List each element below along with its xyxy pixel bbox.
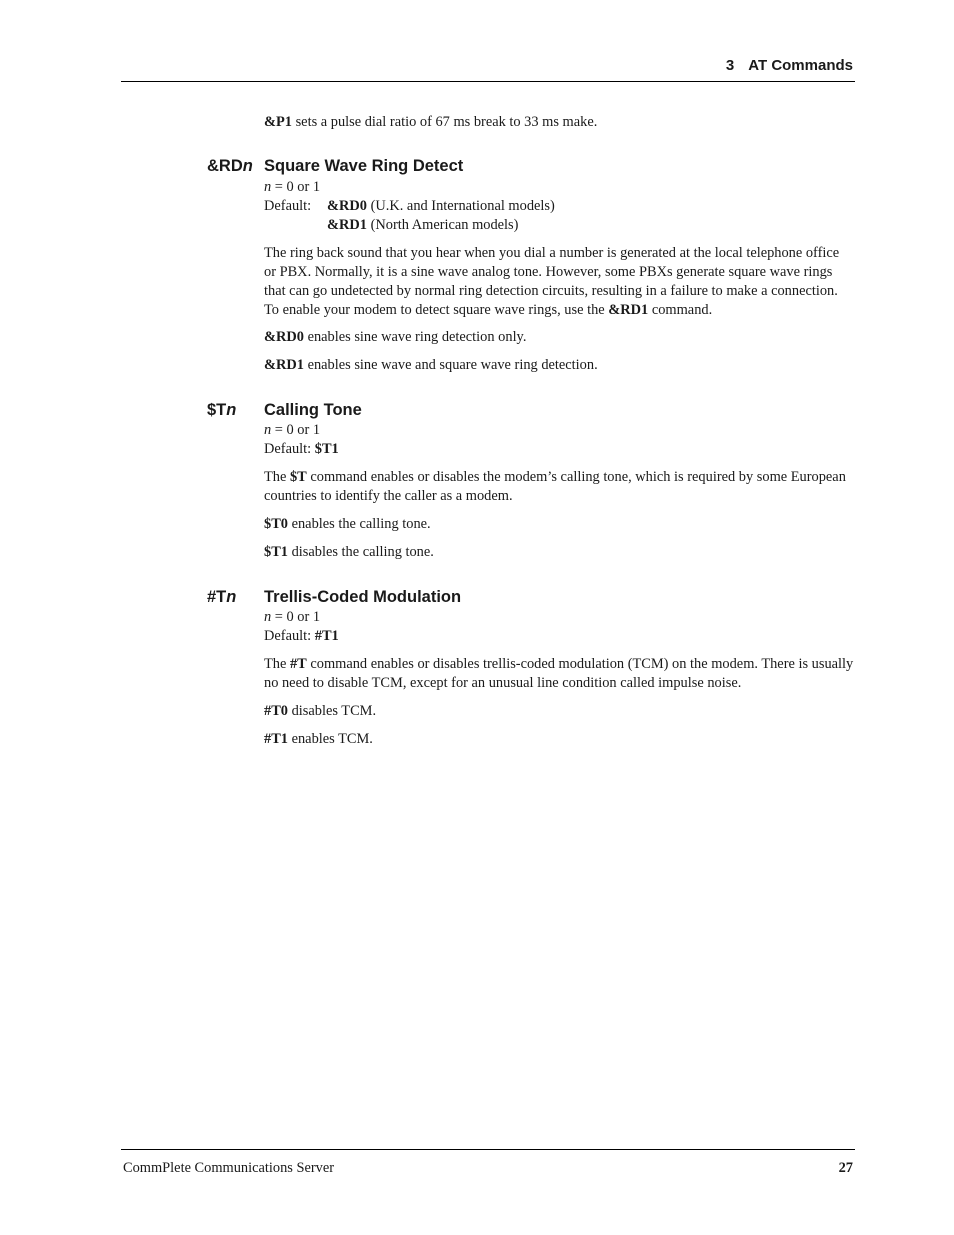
- chapter-title: AT Commands: [748, 57, 853, 74]
- rd-option-1: [264, 356, 854, 375]
- t-option-0: [264, 515, 854, 534]
- tcm-default-cmd: #T1: [314, 628, 339, 644]
- rd-cmd-prefix: &RD: [207, 157, 243, 175]
- rd-opt0-cmd: &RD0: [264, 329, 304, 345]
- footer-rule: [121, 1149, 855, 1150]
- tcm-cmd-prefix: #T: [207, 588, 227, 606]
- footer-product-name: CommPlete Communications Server: [123, 1160, 335, 1176]
- rd-default1-text: (U.K. and International models): [366, 198, 555, 214]
- rd-option-0: [264, 328, 854, 347]
- t-range-text: = 0 or 1: [271, 422, 321, 438]
- t-cmd-prefix: $T: [207, 401, 227, 419]
- tcm-body-cmd: #T: [289, 656, 307, 672]
- t-section-title: Calling Tone: [264, 401, 362, 419]
- tcm-range: [264, 608, 320, 627]
- t-default-label: Default:: [264, 441, 315, 457]
- rd-default-1: [327, 197, 555, 216]
- tcm-opt0-cmd: #T0: [264, 703, 288, 719]
- rd-range: [264, 178, 320, 197]
- rd-opt0-text: enables sine wave ring detection only.: [303, 329, 527, 345]
- rd-cmd-var: n: [242, 157, 253, 175]
- t-range-var: n: [264, 422, 272, 438]
- t-option-1: [264, 543, 854, 562]
- rd-opt1-cmd: &RD1: [264, 357, 304, 373]
- t-command-heading: [207, 401, 236, 420]
- tcm-default: [264, 627, 339, 646]
- t-body-cmd: $T: [289, 469, 307, 485]
- t-opt0-text: enables the calling tone.: [288, 516, 431, 532]
- tcm-section-title: Trellis-Coded Modulation: [264, 588, 462, 606]
- intro-text: sets a pulse dial ratio of 67 ms break to 33 ms make.: [291, 114, 598, 130]
- t-body-lead: The: [264, 469, 290, 485]
- t-default-cmd: $T1: [314, 441, 339, 457]
- tcm-body-paragraph: [264, 655, 854, 693]
- t-body-text: command enables or disables the modem’s calling tone, which is required by some European countries to identify the caller as a modem.: [264, 469, 846, 504]
- t-opt1-cmd: $T1: [264, 544, 288, 560]
- t-body-paragraph: [264, 468, 854, 506]
- t-cmd-var: n: [226, 401, 237, 419]
- tcm-command-heading: [207, 588, 236, 607]
- tcm-option-0: [264, 702, 854, 721]
- rd-default-label: Default:: [264, 198, 312, 214]
- tcm-cmd-var: n: [226, 588, 237, 606]
- tcm-body-lead: The: [264, 656, 290, 672]
- t-opt0-cmd: $T0: [264, 516, 288, 532]
- t-range: [264, 421, 320, 440]
- rd-section-title: Square Wave Ring Detect: [264, 157, 464, 175]
- rd-range-text: = 0 or 1: [271, 179, 321, 195]
- header-rule: [121, 81, 855, 82]
- intro-cmd: &P1: [264, 114, 292, 130]
- t-opt1-text: disables the calling tone.: [288, 544, 434, 560]
- t-default: [264, 440, 339, 459]
- rd-default2-text: (North American models): [366, 217, 519, 233]
- tcm-default-label: Default:: [264, 628, 315, 644]
- rd-default-2: [327, 216, 518, 235]
- rd-range-var: n: [264, 179, 272, 195]
- intro-paragraph: [264, 113, 854, 132]
- rd-default2-cmd: &RD1: [327, 217, 367, 233]
- rd-command-heading: [207, 157, 253, 176]
- rd-body-cmd: &RD1: [608, 302, 649, 318]
- tcm-opt1-cmd: #T1: [264, 731, 288, 747]
- rd-body-text: The ring back sound that you hear when you dial a number is generated at the local telephone office or PBX. Normally, it is a sine wave analog tone. However, some PBXs generate square wave rings that can go undetected by normal ring detection circuits, resulting in a failure to make a connection. To enable your modem to detect square wave rings, use the: [264, 245, 840, 318]
- page-number: 27: [838, 1160, 853, 1176]
- tcm-option-1: [264, 730, 854, 749]
- rd-body-tail: command.: [648, 302, 713, 318]
- tcm-range-var: n: [264, 609, 272, 625]
- rd-body-paragraph: [264, 244, 854, 320]
- running-header: [726, 57, 853, 74]
- chapter-number: 3: [725, 57, 735, 74]
- tcm-opt0-text: disables TCM.: [288, 703, 377, 719]
- rd-default1-cmd: &RD0: [327, 198, 367, 214]
- rd-opt1-text: enables sine wave and square wave ring detection.: [303, 357, 598, 373]
- tcm-body-text: command enables or disables trellis-coded modulation (TCM) on the modem. There is usually no need to disable TCM, except for an unusual line condition called impulse noise.: [264, 656, 854, 691]
- tcm-opt1-text: enables TCM.: [288, 731, 373, 747]
- tcm-range-text: = 0 or 1: [271, 609, 321, 625]
